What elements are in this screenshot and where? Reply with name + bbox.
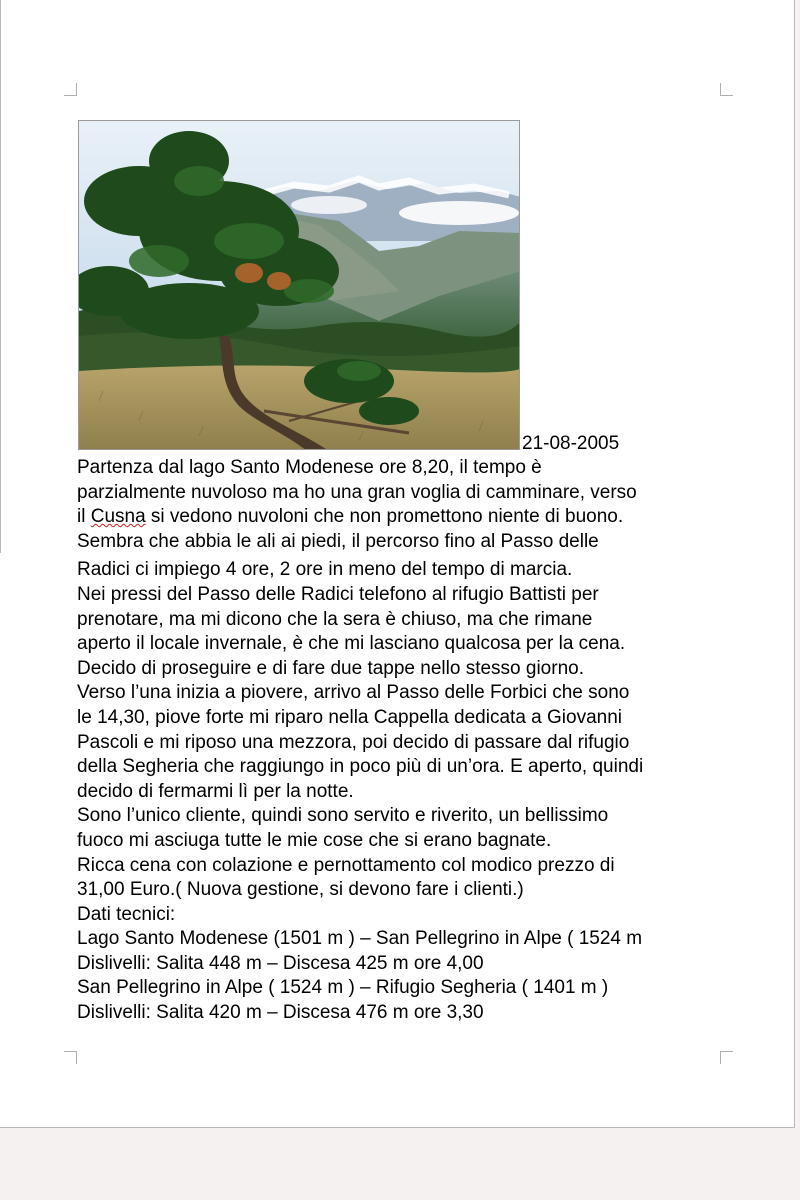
text-suffix: si vedono nuvoloni che non promettono niente di buono. (145, 506, 624, 528)
text-line: Pascoli e mi riposo una mezzora, poi decido di passare dal rifugio (77, 731, 630, 753)
spellcheck-underlined-word[interactable]: Cusna (90, 506, 146, 528)
text-line: prenotare, ma mi dicono che la sera è chiuso, ma che rimane (77, 608, 593, 630)
text-line: Decido di proseguire e di fare due tappe nello stesso giorno. (77, 657, 584, 679)
text-line: Sembra che abbia le ali ai piedi, il percorso fino al Passo delle (77, 530, 599, 552)
text-line: Verso l’una inizia a piovere, arrivo al Passo delle Forbici che sono (77, 682, 630, 704)
mountain-pine-photo[interactable] (78, 120, 520, 450)
text-line: Lago Santo Modenese (1501 m ) – San Pellegrino in Alpe ( 1524 m (77, 928, 643, 950)
text-line: Partenza dal lago Santo Modenese ore 8,20, il tempo è (77, 457, 542, 478)
margin-marker-top-right (720, 83, 733, 96)
page-edge (0, 0, 1, 553)
text-line: della Segheria che raggiungo in poco più di un’ora. E aperto, quindi (77, 756, 644, 778)
margin-marker-bottom-left (64, 1051, 77, 1064)
text-line: Dislivelli: Salita 420 m – Discesa 476 m ore 3,30 (77, 1002, 484, 1024)
text-line: Dati tecnici: (77, 903, 176, 925)
text-line: Radici ci impiego 4 ore, 2 ore in meno del tempo di marcia. (77, 559, 573, 581)
text-line: San Pellegrino in Alpe ( 1524 m ) – Rifugio Segheria ( 1401 m ) (77, 977, 609, 999)
text-line: fuoco mi asciuga tutte le mie cose che si erano bagnate. (77, 829, 552, 851)
text-line: aperto il locale invernale, è che mi lasciano qualcosa per la cena. (77, 633, 626, 655)
text-line: Sono l’unico cliente, quindi sono servito e riverito, un bellissimo (77, 805, 609, 827)
text-line: decido di fermarmi lì per la notte. (77, 780, 354, 802)
text-line: parzialmente nuvoloso ma ho una gran voglia di camminare, verso (77, 481, 637, 503)
text-line: Dislivelli: Salita 448 m – Discesa 425 m ore 4,00 (77, 952, 484, 974)
text-line: le 14,30, piove forte mi riparo nella Cappella dedicata a Giovanni (77, 706, 622, 728)
text-prefix: il (77, 506, 91, 528)
margin-marker-top-left (64, 83, 77, 96)
document-date: 21-08-2005 (522, 433, 620, 454)
text-line: Ricca cena con colazione e pernottamento col modico prezzo di (77, 854, 615, 876)
margin-marker-bottom-right (720, 1051, 733, 1064)
text-line: Nei pressi del Passo delle Radici telefono al rifugio Battisti per (77, 583, 599, 605)
text-line: 31,00 Euro.( Nuova gestione, si devono fare i clienti.) (77, 879, 524, 901)
text-line-with-spellcheck (77, 505, 737, 530)
document-body-text[interactable] (77, 456, 737, 1026)
